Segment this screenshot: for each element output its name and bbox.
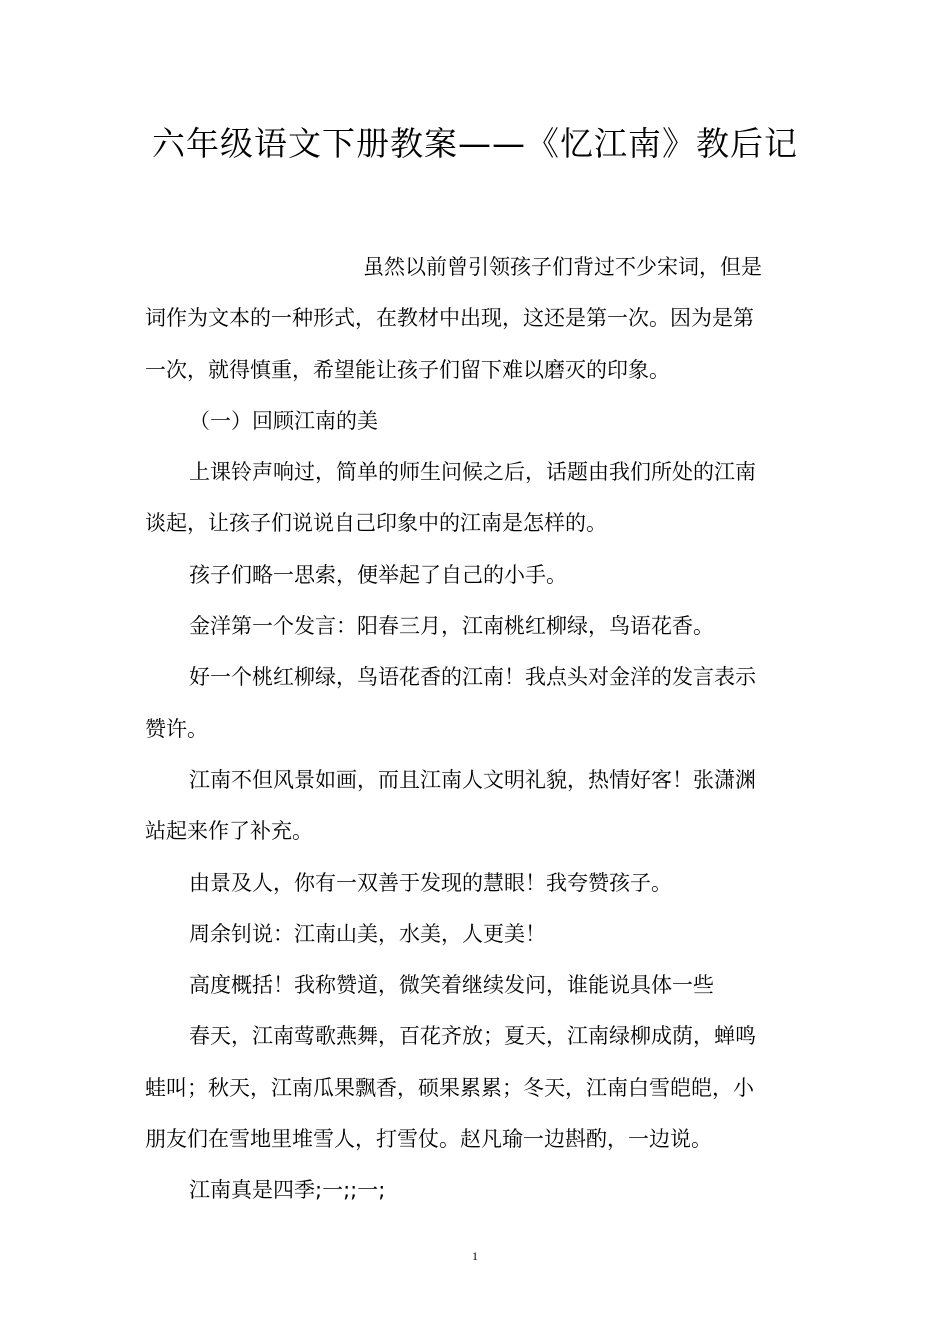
- paragraph-line: 高度概括！我称赞道，微笑着继续发问，谁能说具体一些: [189, 973, 714, 998]
- document-title: 六年级语文下册教案——《忆江南》教后记: [152, 124, 798, 163]
- paragraph-line: 谈起，让孩子们说说自己印象中的江南是怎样的。: [145, 511, 607, 536]
- paragraph-line: 由景及人，你有一双善于发现的慧眼！我夸赞孩子。: [189, 870, 672, 895]
- paragraph-line: 孩子们略一思索，便举起了自己的小手。: [189, 562, 567, 587]
- document-body: [145, 242, 795, 1217]
- paragraph-line: 站起来作了补充。: [145, 819, 313, 844]
- paragraph-line: 春天，江南莺歌燕舞，百花齐放；夏天，江南绿柳成荫，蝉鸣: [189, 1024, 756, 1049]
- paragraph-line: 江南真是四季;一;;一;: [189, 1178, 386, 1203]
- page-number: 1: [472, 1249, 478, 1263]
- paragraph-line: 金洋第一个发言：阳春三月，江南桃红柳绿，鸟语花香。: [189, 614, 714, 639]
- paragraph-line: 词作为文本的一种形式，在教材中出现，这还是第一次。因为是第: [145, 306, 754, 331]
- paragraph-line: 上课铃声响过，简单的师生问候之后，话题由我们所处的江南: [189, 460, 756, 485]
- paragraph-line: 江南不但风景如画，而且江南人文明礼貌，热情好客！张潇渊: [189, 767, 756, 792]
- paragraph-line: 周余钊说：江南山美，水美，人更美！: [189, 921, 546, 946]
- paragraph-line: 赞许。: [145, 716, 208, 741]
- paragraph-line: 朋友们在雪地里堆雪人，打雪仗。赵凡瑜一边斟酌，一边说。: [145, 1127, 712, 1152]
- paragraph-line: 好一个桃红柳绿，鸟语花香的江南！我点头对金洋的发言表示: [189, 665, 756, 690]
- paragraph-line: 虽然以前曾引领孩子们背过不少宋词，但是: [363, 255, 762, 279]
- paragraph-line: 一次，就得慎重，希望能让孩子们留下难以磨灭的印象。: [145, 357, 670, 382]
- section-heading: （一）回顾江南的美: [189, 408, 378, 433]
- paragraph-line: 蛙叫；秋天，江南瓜果飘香，硕果累累；冬天，江南白雪皑皑，小: [145, 1075, 754, 1100]
